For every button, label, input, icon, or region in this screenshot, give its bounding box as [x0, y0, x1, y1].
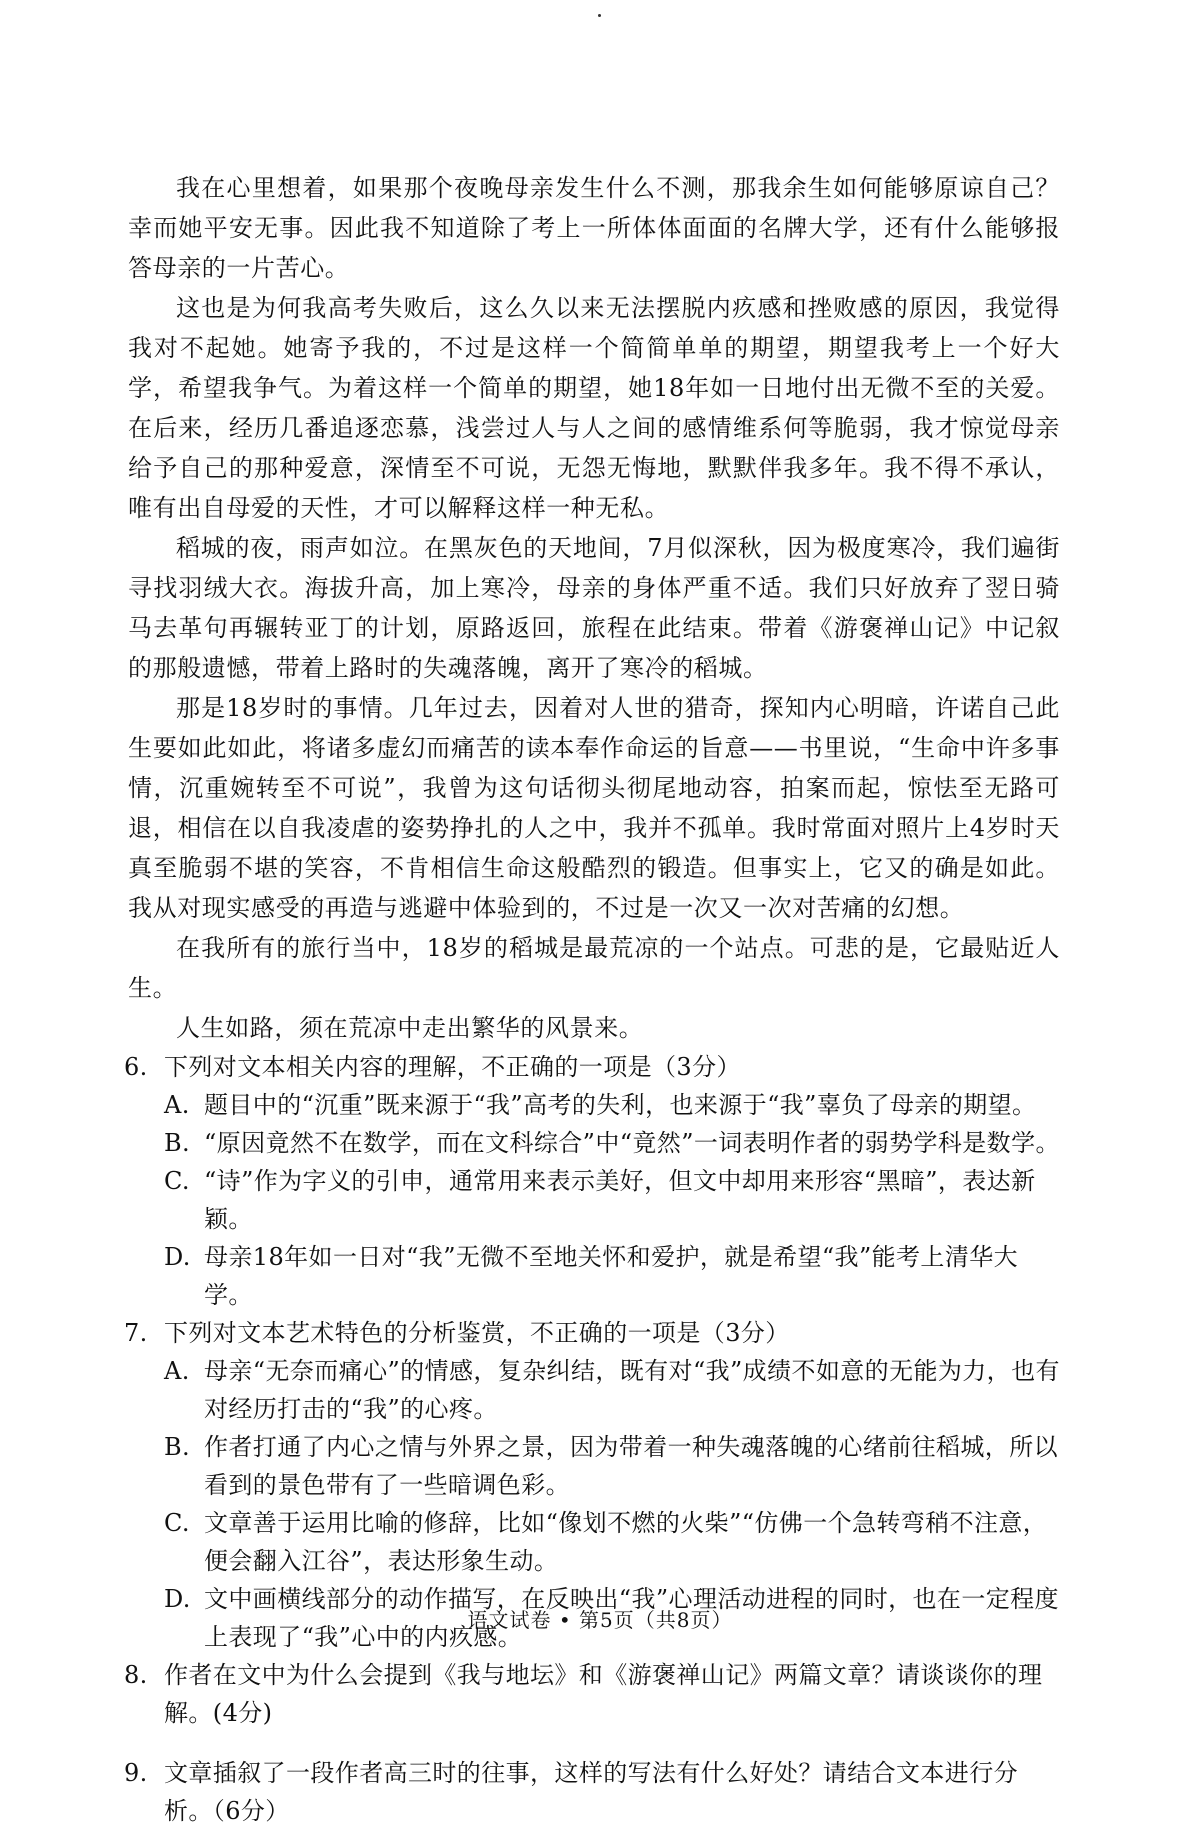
- option-text: 文中画横线部分的动作描写，在反映出“我”心理活动进程的同时，也在一定程度上表现了“我”心中的内疚感。: [204, 1585, 1059, 1651]
- question-8: [124, 1656, 1060, 1732]
- option-text: 文章善于运用比喻的修辞，比如“像划不燃的火柴”“仿佛一个急转弯稍不注意，便会翻入江谷”，表达形象生动。: [204, 1509, 1048, 1575]
- passage-paragraph: 稻城的夜，雨声如泣。在黑灰色的天地间，7月似深秋，因为极度寒冷，我们遍街寻找羽绒大衣。海拔升高，加上寒冷，母亲的身体严重不适。我们只好放弃了翌日骑马去革句再辗转亚丁的计划，原路返回，旅程在此结束。带着《游褒禅山记》中记叙的那般遗憾，带着上路时的失魂落魄，离开了寒冷的稻城。: [128, 534, 1060, 682]
- question-number: 8.: [124, 1661, 148, 1689]
- option-text: “诗”作为字义的引申，通常用来表示美好，但文中却用来形容“黑暗”，表达新颖。: [204, 1167, 1036, 1233]
- passage-paragraph: 那是18岁时的事情。几年过去，因着对人世的猎奇，探知内心明暗，许诺自己此生要如此如此，将诸多虚幻而痛苦的读本奉作命运的旨意——书里说，“生命中许多事情，沉重婉转至不可说”，我曾为这句话彻头彻尾地动容，拍案而起，惊怯至无路可退，相信在以自我凌虐的姿势挣扎的人之中，我并不孤单。我时常面对照片上4岁时天真至脆弱不堪的笑容，不肯相信生命这般酷烈的锻造。但事实上，它又的确是如此。我从对现实感受的再造与逃避中体验到的，不过是一次又一次对苦痛的幻想。: [128, 694, 1060, 922]
- passage-paragraph: 这也是为何我高考失败后，这么久以来无法摆脱内疚感和挫败感的原因，我觉得我对不起她。她寄予我的，不过是这样一个简简单单的期望，期望我考上一个好大学，希望我争气。为着这样一个简单的期望，她18年如一日地付出无微不至的关爱。在后来，经历几番追逐恋慕，浅尝过人与人之间的感情维系何等脆弱，我才惊觉母亲给予自己的那种爱意，深情至不可说，无怨无悔地，默默伴我多年。我不得不承认，唯有出自母爱的天性，才可以解释这样一种无私。: [128, 294, 1060, 522]
- option-label: A.: [164, 1091, 190, 1119]
- option-label: B.: [164, 1129, 191, 1157]
- question-stem: 作者在文中为什么会提到《我与地坛》和《游褒禅山记》两篇文章？请谈谈你的理解。(4分): [164, 1661, 1043, 1727]
- question-stem: 下列对文本相关内容的理解，不正确的一项是（3分）: [164, 1053, 741, 1081]
- question-9: [124, 1754, 1060, 1830]
- exam-content: [124, 168, 1060, 1830]
- option-label: C.: [164, 1167, 190, 1195]
- option-label: C.: [164, 1509, 190, 1537]
- question-number: 7.: [124, 1319, 148, 1347]
- option-text: 题目中的“沉重”既来源于“我”高考的失利，也来源于“我”辜负了母亲的期望。: [204, 1091, 1037, 1119]
- page-footer: 语文试卷 • 第5页（共8页）: [467, 1608, 733, 1632]
- question-stem: 下列对文本艺术特色的分析鉴赏，不正确的一项是（3分）: [164, 1319, 790, 1347]
- option-label: D.: [164, 1243, 191, 1271]
- question-number: 6.: [124, 1053, 148, 1081]
- option-text: 母亲18年如一日对“我”无微不至地关怀和爱护，就是希望“我”能考上清华大学。: [204, 1243, 1019, 1309]
- option-text: 作者打通了内心之情与外界之景，因为带着一种失魂落魄的心绪前往稻城，所以看到的景色带有了一些暗调色彩。: [204, 1433, 1058, 1499]
- option-label: D.: [164, 1585, 191, 1613]
- question-6: [124, 1048, 1060, 1314]
- passage-paragraph: 在我所有的旅行当中，18岁的稻城是最荒凉的一个站点。可悲的是，它最贴近人生。: [128, 934, 1060, 1002]
- answer-space: [128, 1732, 1060, 1754]
- question-number: 9.: [124, 1759, 148, 1787]
- passage-paragraph: 人生如路，须在荒凉中走出繁华的风景来。: [176, 1014, 644, 1042]
- option-label: B.: [164, 1433, 191, 1461]
- scan-dot: [598, 14, 601, 17]
- question-stem: 文章插叙了一段作者高三时的往事，这样的写法有什么好处？请结合文本进行分析。（6分）: [164, 1759, 1018, 1825]
- option-label: A.: [164, 1357, 190, 1385]
- passage-paragraph: 我在心里想着，如果那个夜晚母亲发生什么不测，那我余生如何能够原谅自己？幸而她平安无事。因此我不知道除了考上一所体体面面的名牌大学，还有什么能够报答母亲的一片苦心。: [128, 174, 1060, 282]
- option-text: “原因竟然不在数学，而在文科综合”中“竟然”一词表明作者的弱势学科是数学。: [204, 1129, 1060, 1157]
- option-text: 母亲“无奈而痛心”的情感，复杂纠结，既有对“我”成绩不如意的无能为力，也有对经历打击的“我”的心疼。: [204, 1357, 1060, 1423]
